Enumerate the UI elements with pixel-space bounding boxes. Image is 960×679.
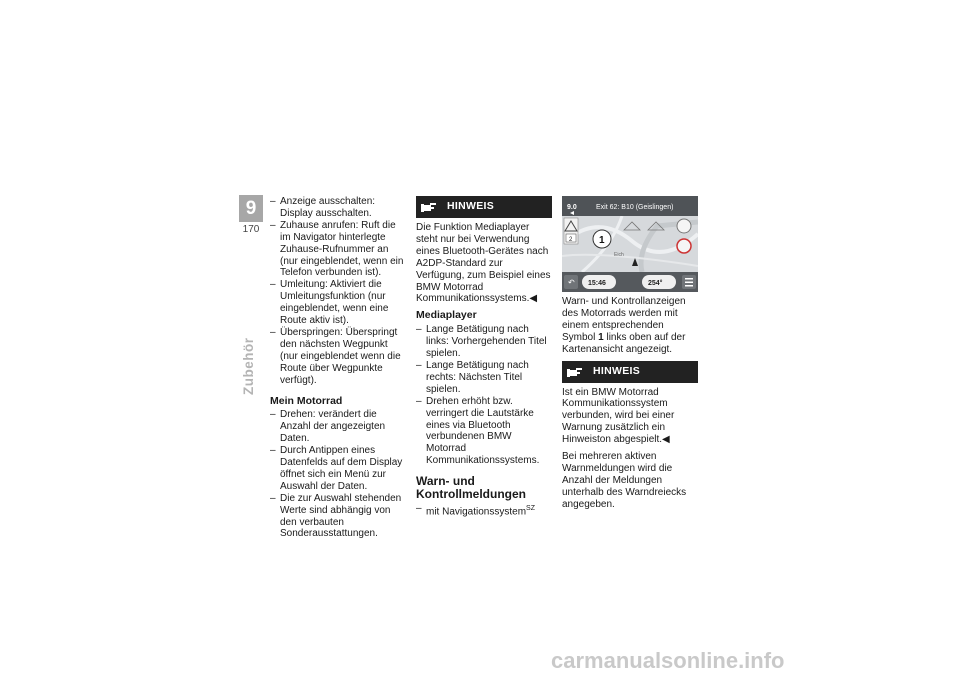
- list-item-text: mit Navigationssystem: [426, 506, 527, 518]
- note-title: HINWEIS: [593, 364, 641, 377]
- speaker-mute-icon[interactable]: [677, 219, 691, 233]
- warning-triangle-icon: [564, 218, 578, 244]
- section-heading: Warn- und Kontrollmeldungen: [416, 474, 526, 502]
- section-list: [416, 503, 552, 518]
- motorrad-list: [270, 409, 408, 540]
- list-item: – Die zur Auswahl stehenden Werte sind abhängig von den verbauten Sonderausstattungen.: [270, 493, 408, 541]
- column-2: [416, 196, 552, 518]
- note-box: [416, 196, 552, 218]
- callout-ref: 1: [598, 331, 604, 343]
- list-item: – Drehen: verändert die Anzahl der angezeigten Daten.: [270, 409, 408, 445]
- pointing-hand-icon: [567, 365, 583, 379]
- list-item: – Lange Betätigung nach links: Vorhergehenden Titel spielen.: [416, 324, 552, 360]
- list-item: – Drehen erhöht bzw. verringert die Lautstärke eines via Bluetooth verbundenen BMW Motorrad Kommunikationssystems.: [416, 396, 552, 467]
- map-place-label: Eich: [614, 252, 624, 258]
- subheading-mein-motorrad: Mein Motorrad: [270, 394, 343, 407]
- navigation-screen-image: [562, 196, 698, 292]
- column-3: [562, 196, 698, 516]
- menu-icon[interactable]: [685, 278, 693, 280]
- callout-number: 1: [599, 235, 605, 246]
- list-item: – Durch Antippen eines Datenfelds auf dem Display öffnet sich ein Menü zur Auswahl der Daten.: [270, 445, 408, 493]
- column-1: [270, 196, 408, 540]
- distance-readout: 9.0: [567, 204, 577, 211]
- list-item: – Umleitung: Aktiviert die Umleitungsfunktion (nur eingeblendet, wenn eine Route aktiv ist).: [270, 279, 408, 327]
- heading-readout: 254°: [648, 280, 663, 287]
- time-readout: 15:46: [588, 280, 606, 287]
- multiple-warnings-text: Bei mehreren aktiven Warnmeldungen wird die Anzahl der Meldungen unterhalb des Warndreiecks angegeben.: [562, 451, 687, 510]
- mediaplayer-list: [416, 324, 552, 467]
- chapter-number: 9: [239, 195, 263, 222]
- exit-text: Exit 62: B10 (Geislingen): [596, 204, 674, 211]
- superscript: SZ: [526, 505, 535, 513]
- list-item: – Zuhause anrufen: Ruft die im Navigator hinterlegte Zuhause-Rufnummer an (nur eingeblendet, wenn ein Telefon verbunden ist).: [270, 220, 408, 280]
- note-text: Die Funktion Mediaplayer steht nur bei Verwendung eines Bluetooth-Gerätes nach A2DP-Standard zur Verfügung, zum Beispiel eines BMW Motorrad Kommunikationssystems.◀: [416, 222, 551, 305]
- no-entry-icon: [677, 239, 691, 253]
- watermark: carmanualsonline.info: [551, 648, 785, 673]
- chapter-tab: [239, 195, 263, 235]
- warning-count: 2: [569, 237, 573, 243]
- warning-description: Warn- und Kontrollanzeigen des Motorrads werden mit einem entsprechenden Symbol 1 links oben auf der Kartenansicht angezeigt.: [562, 296, 686, 355]
- pointing-hand-icon: [421, 200, 437, 214]
- menu-list: [270, 196, 408, 387]
- note-title: HINWEIS: [447, 200, 495, 213]
- page-number: 170: [242, 224, 260, 235]
- list-item: – Anzeige ausschalten: Display ausschalten.: [270, 196, 408, 220]
- list-item: – Überspringen: Überspringt den nächsten Wegpunkt (nur eingeblendet wenn die Route über Wegpunkte verfügt).: [270, 327, 408, 387]
- note-box-2: [562, 361, 698, 383]
- list-item: – Lange Betätigung nach rechts: Nächsten Titel spielen.: [416, 360, 552, 396]
- section-label: Zubehör: [241, 337, 256, 395]
- back-icon[interactable]: ↶: [568, 278, 575, 287]
- note-text-2: Ist ein BMW Motorrad Kommunikationssystem verbunden, wird bei einer Warnung zusätzlich ein Hinweiston abgespielt.◀: [562, 386, 675, 446]
- subheading-mediaplayer: Mediaplayer: [416, 309, 477, 322]
- list-item: [416, 503, 552, 518]
